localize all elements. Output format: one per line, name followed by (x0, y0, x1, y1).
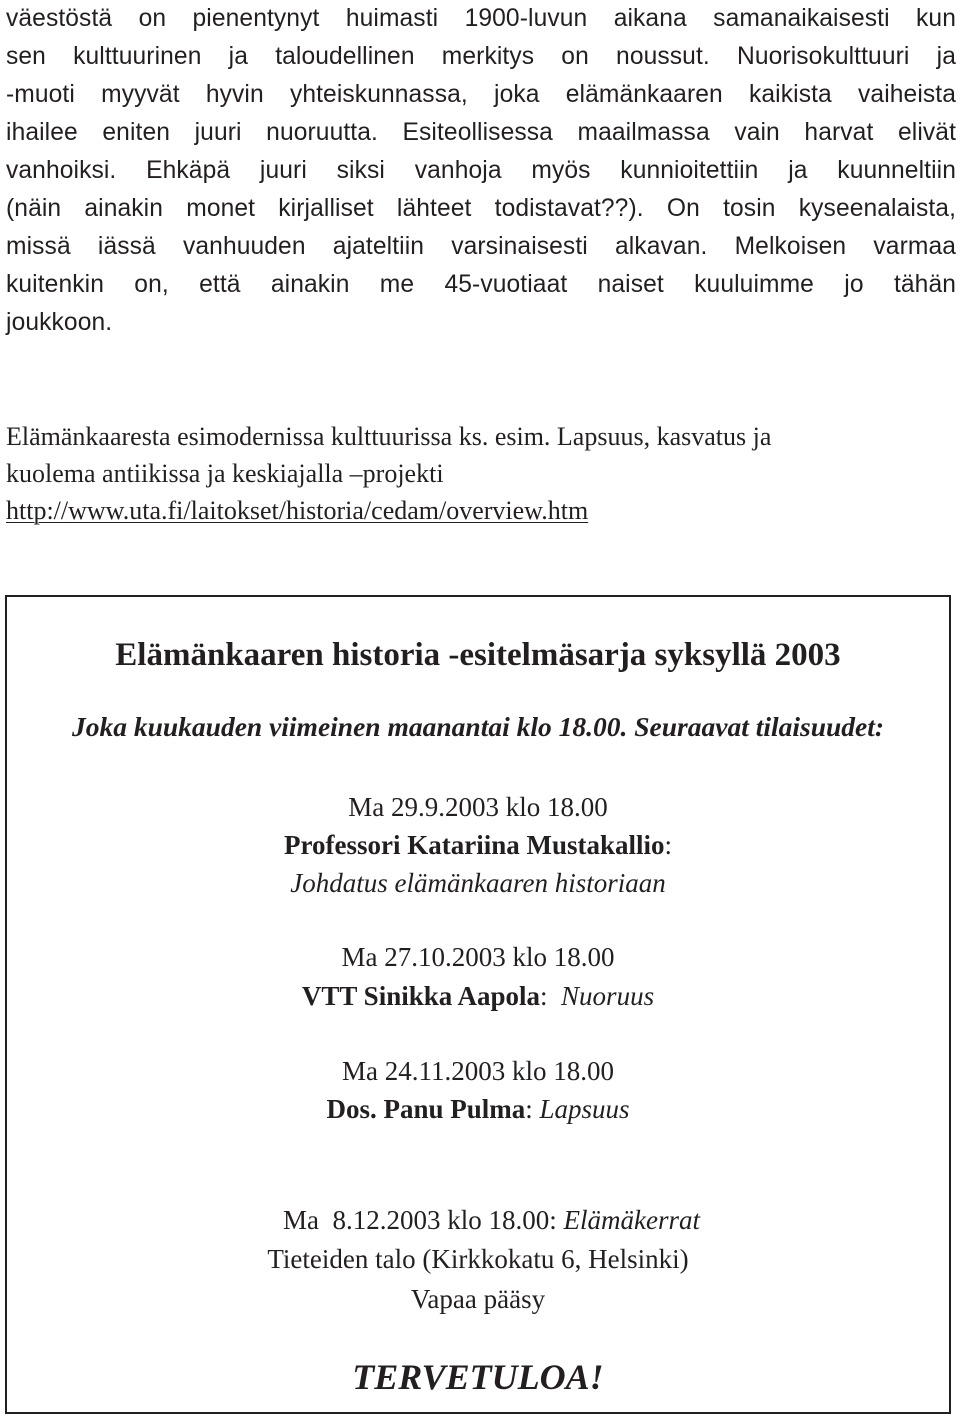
event-speaker: Dos. Panu Pulma (326, 1094, 526, 1124)
event-speaker: VTT Sinikka Aapola (301, 981, 541, 1011)
article-line: vanhoiksi. Ehkäpä juuri siksi vanhoja myös kunnioitettiin ja kuunneltiin (6, 157, 956, 184)
article-line: väestöstä on pienentynyt huimasti 1900-luvun aikana samanaikaisesti kun (6, 5, 956, 32)
event-topic: Nuoruus (561, 981, 655, 1011)
event-date: Ma 29.9.2003 klo 18.00 (348, 792, 608, 822)
reference-line: kuolema antiikissa ja keskiajalla –projekti (6, 459, 444, 488)
article-line: joukkoon. (6, 309, 113, 336)
event-date: Ma 24.11.2003 klo 18.00 (342, 1056, 614, 1086)
event-date: Ma 27.10.2003 klo 18.00 (341, 942, 615, 972)
article-line: (näin ainakin monet kirjalliset lähteet todistavat??). On tosin kyseenalaista, (6, 195, 956, 222)
event-speaker: Professori Katariina Mustakallio (284, 830, 665, 860)
article-line: kuitenkin on, että ainakin me 45-vuotiaat naiset kuuluimme jo tähän (6, 271, 956, 298)
event-date: Ma 8.12.2003 klo 18.00: (283, 1205, 557, 1235)
event-venue: Tieteiden talo (Kirkkokatu 6, Helsinki) (267, 1244, 689, 1274)
reference-line: Elämänkaaresta esimodernissa kulttuurissa ks. esim. Lapsuus, kasvatus ja (6, 422, 772, 451)
event-topic: Lapsuus (539, 1094, 630, 1124)
event-speaker-line (7, 1091, 949, 1127)
reference-note (6, 418, 956, 529)
admission-note: Vapaa pääsy (410, 1284, 546, 1314)
event-announcement-box (5, 595, 951, 1414)
event-topic: Johdatus elämänkaaren historiaan (290, 868, 666, 898)
event-series-subtitle: Joka kuukauden viimeinen maanantai klo 18.00. Seuraavat tilaisuudet: (71, 711, 885, 742)
article-line: sen kulttuurinen ja taloudellinen merkitys on noussut. Nuorisokulttuuri ja (6, 43, 956, 70)
article-line: -muoti myyvät hyvin yhteiskunnassa, joka elämänkaaren kaikista vaiheista (6, 81, 956, 108)
project-link[interactable]: http://www.uta.fi/laitokset/historia/cedam/overview.htm (6, 496, 589, 525)
event-speaker-line (7, 978, 949, 1014)
event-speaker-line (7, 827, 949, 863)
speaker-colon: : (664, 830, 672, 860)
article-line: ihailee eniten juuri nuoruutta. Esiteollisessa maailmassa vain harvat elivät (6, 119, 956, 146)
event-series-title: Elämänkaaren historia -esitelmäsarja syksyllä 2003 (115, 637, 841, 673)
speaker-colon: : (525, 1094, 533, 1124)
welcome-text: TERVETULOA! (352, 1357, 604, 1397)
article-text (6, 0, 956, 342)
article-line: missä iässä vanhuuden ajateltiin varsinaisesti alkavan. Melkoisen varmaa (6, 233, 956, 260)
event-topic: Elämäkerrat (563, 1205, 700, 1235)
speaker-colon: : (540, 981, 548, 1011)
